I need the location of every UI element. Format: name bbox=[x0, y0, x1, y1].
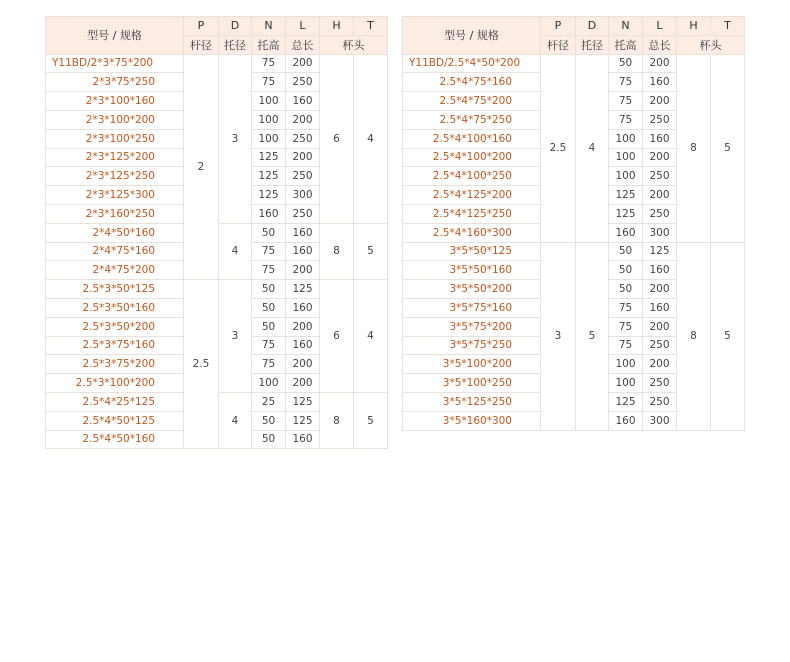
model-spec-cell: 2.5*4*25*125 bbox=[46, 392, 184, 411]
spec-table-right bbox=[402, 16, 745, 431]
model-spec-cell: 3*5*50*125 bbox=[403, 242, 541, 261]
column-letter-n: N bbox=[609, 17, 643, 36]
column-letter-l: L bbox=[286, 17, 320, 36]
model-spec-header: 型号 / 规格 bbox=[46, 17, 184, 55]
tray-height-cell: 100 bbox=[609, 129, 643, 148]
cup-head-h-cell: 6 bbox=[320, 54, 354, 223]
total-length-cell: 160 bbox=[286, 242, 320, 261]
tray-height-cell: 50 bbox=[609, 280, 643, 299]
total-length-cell: 200 bbox=[286, 110, 320, 129]
total-length-cell: 200 bbox=[286, 374, 320, 393]
cup-head-t-cell: 5 bbox=[354, 392, 388, 448]
total-length-cell: 200 bbox=[286, 148, 320, 167]
model-spec-header: 型号 / 规格 bbox=[403, 17, 541, 55]
total-length-cell: 250 bbox=[643, 204, 677, 223]
tray-height-cell: 50 bbox=[252, 430, 286, 449]
cup-head-h-cell: 8 bbox=[320, 392, 354, 448]
model-spec-cell: 2.5*4*50*160 bbox=[46, 430, 184, 449]
tray-height-cell: 100 bbox=[609, 148, 643, 167]
model-spec-cell: 3*5*75*160 bbox=[403, 298, 541, 317]
total-length-cell: 250 bbox=[643, 110, 677, 129]
column-name: 托径 bbox=[219, 35, 252, 54]
model-spec-cell: 2*4*75*160 bbox=[46, 242, 184, 261]
tray-height-cell: 50 bbox=[609, 261, 643, 280]
header-row-letters bbox=[403, 17, 745, 36]
total-length-cell: 200 bbox=[643, 186, 677, 205]
tray-height-cell: 160 bbox=[252, 204, 286, 223]
tray-height-cell: 125 bbox=[252, 186, 286, 205]
model-spec-cell: 2.5*3*50*160 bbox=[46, 298, 184, 317]
tray-height-cell: 50 bbox=[252, 411, 286, 430]
total-length-cell: 160 bbox=[286, 223, 320, 242]
cup-head-h-cell: 8 bbox=[320, 223, 354, 279]
rod-diameter-cell: 2.5 bbox=[184, 280, 219, 449]
rod-diameter-cell: 2 bbox=[184, 54, 219, 280]
tray-height-cell: 75 bbox=[609, 298, 643, 317]
total-length-cell: 160 bbox=[643, 261, 677, 280]
model-spec-cell: 2*3*100*200 bbox=[46, 110, 184, 129]
total-length-cell: 200 bbox=[643, 148, 677, 167]
tray-height-cell: 125 bbox=[609, 204, 643, 223]
table-row bbox=[403, 54, 745, 73]
total-length-cell: 200 bbox=[643, 54, 677, 73]
model-spec-cell: 2.5*4*50*125 bbox=[46, 411, 184, 430]
total-length-cell: 125 bbox=[286, 392, 320, 411]
total-length-cell: 300 bbox=[286, 186, 320, 205]
total-length-cell: 200 bbox=[643, 317, 677, 336]
model-spec-cell: 2.5*4*100*200 bbox=[403, 148, 541, 167]
model-spec-cell: 2.5*4*100*250 bbox=[403, 167, 541, 186]
model-spec-cell: 2.5*4*125*200 bbox=[403, 186, 541, 205]
tray-height-cell: 160 bbox=[609, 411, 643, 430]
total-length-cell: 160 bbox=[643, 73, 677, 92]
total-length-cell: 250 bbox=[643, 167, 677, 186]
cup-head-h-cell: 6 bbox=[320, 280, 354, 393]
total-length-cell: 160 bbox=[286, 92, 320, 111]
total-length-cell: 200 bbox=[643, 355, 677, 374]
total-length-cell: 250 bbox=[643, 392, 677, 411]
table-row bbox=[46, 280, 388, 299]
model-spec-cell: 2.5*4*75*200 bbox=[403, 92, 541, 111]
column-name: 托高 bbox=[252, 35, 286, 54]
tray-diameter-cell: 4 bbox=[219, 223, 252, 279]
tray-height-cell: 125 bbox=[609, 392, 643, 411]
model-spec-cell: 2.5*4*100*160 bbox=[403, 129, 541, 148]
tray-height-cell: 50 bbox=[609, 54, 643, 73]
column-letter-t: T bbox=[711, 17, 745, 36]
tray-diameter-cell: 4 bbox=[576, 54, 609, 242]
tray-height-cell: 75 bbox=[252, 261, 286, 280]
tray-height-cell: 125 bbox=[252, 167, 286, 186]
tray-height-cell: 75 bbox=[252, 355, 286, 374]
total-length-cell: 250 bbox=[286, 129, 320, 148]
model-spec-cell: Y11BD/2*3*75*200 bbox=[46, 54, 184, 73]
model-spec-cell: 2.5*4*125*250 bbox=[403, 204, 541, 223]
cup-head-h-cell: 8 bbox=[677, 242, 711, 430]
tray-height-cell: 25 bbox=[252, 392, 286, 411]
total-length-cell: 200 bbox=[286, 261, 320, 280]
tray-height-cell: 75 bbox=[609, 73, 643, 92]
table-row bbox=[403, 242, 745, 261]
tray-height-cell: 75 bbox=[252, 336, 286, 355]
total-length-cell: 160 bbox=[286, 430, 320, 449]
model-spec-cell: 3*5*75*250 bbox=[403, 336, 541, 355]
model-spec-cell: 3*5*50*160 bbox=[403, 261, 541, 280]
tray-diameter-cell: 3 bbox=[219, 54, 252, 223]
model-spec-cell: 2*3*160*250 bbox=[46, 204, 184, 223]
tray-height-cell: 50 bbox=[252, 223, 286, 242]
model-spec-cell: 2*3*75*250 bbox=[46, 73, 184, 92]
model-spec-cell: 2*3*100*250 bbox=[46, 129, 184, 148]
column-letter-l: L bbox=[643, 17, 677, 36]
tray-height-cell: 50 bbox=[252, 280, 286, 299]
column-letter-p: P bbox=[541, 17, 576, 36]
rod-diameter-cell: 2.5 bbox=[541, 54, 576, 242]
tray-height-cell: 75 bbox=[252, 242, 286, 261]
cup-head-t-cell: 4 bbox=[354, 280, 388, 393]
tray-height-cell: 100 bbox=[252, 92, 286, 111]
column-letter-t: T bbox=[354, 17, 388, 36]
cup-head-t-cell: 4 bbox=[354, 54, 388, 223]
total-length-cell: 250 bbox=[643, 336, 677, 355]
column-letter-h: H bbox=[320, 17, 354, 36]
model-spec-cell: 2*4*75*200 bbox=[46, 261, 184, 280]
cup-head-t-cell: 5 bbox=[711, 242, 745, 430]
cup-head-t-cell: 5 bbox=[711, 54, 745, 242]
model-spec-cell: 2.5*4*75*160 bbox=[403, 73, 541, 92]
total-length-cell: 160 bbox=[286, 336, 320, 355]
column-name: 杯头 bbox=[677, 35, 745, 54]
tray-diameter-cell: 5 bbox=[576, 242, 609, 430]
column-letter-h: H bbox=[677, 17, 711, 36]
tray-height-cell: 75 bbox=[609, 110, 643, 129]
total-length-cell: 250 bbox=[643, 374, 677, 393]
model-spec-cell: 3*5*50*200 bbox=[403, 280, 541, 299]
rod-diameter-cell: 3 bbox=[541, 242, 576, 430]
model-spec-cell: 2.5*4*160*300 bbox=[403, 223, 541, 242]
cup-head-h-cell: 8 bbox=[677, 54, 711, 242]
model-spec-cell: 3*5*100*200 bbox=[403, 355, 541, 374]
tray-height-cell: 100 bbox=[609, 355, 643, 374]
model-spec-cell: 3*5*125*250 bbox=[403, 392, 541, 411]
tray-height-cell: 75 bbox=[252, 54, 286, 73]
tray-height-cell: 50 bbox=[252, 317, 286, 336]
column-name: 总长 bbox=[286, 35, 320, 54]
tray-height-cell: 100 bbox=[609, 167, 643, 186]
model-spec-cell: 2.5*3*75*160 bbox=[46, 336, 184, 355]
tray-height-cell: 160 bbox=[609, 223, 643, 242]
column-letter-d: D bbox=[219, 17, 252, 36]
model-spec-cell: 2.5*3*50*125 bbox=[46, 280, 184, 299]
column-letter-n: N bbox=[252, 17, 286, 36]
model-spec-cell: 2*3*125*300 bbox=[46, 186, 184, 205]
column-name: 总长 bbox=[643, 35, 677, 54]
total-length-cell: 300 bbox=[643, 411, 677, 430]
tray-height-cell: 75 bbox=[609, 317, 643, 336]
model-spec-cell: 3*5*100*250 bbox=[403, 374, 541, 393]
model-spec-cell: Y11BD/2.5*4*50*200 bbox=[403, 54, 541, 73]
total-length-cell: 125 bbox=[286, 280, 320, 299]
tray-height-cell: 75 bbox=[252, 73, 286, 92]
model-spec-cell: 2.5*3*100*200 bbox=[46, 374, 184, 393]
tray-diameter-cell: 3 bbox=[219, 280, 252, 393]
total-length-cell: 200 bbox=[286, 317, 320, 336]
column-name: 杯头 bbox=[320, 35, 388, 54]
tray-height-cell: 125 bbox=[252, 148, 286, 167]
tray-height-cell: 50 bbox=[252, 298, 286, 317]
total-length-cell: 160 bbox=[643, 129, 677, 148]
cup-head-t-cell: 5 bbox=[354, 223, 388, 279]
tray-height-cell: 50 bbox=[609, 242, 643, 261]
model-spec-cell: 2*3*100*160 bbox=[46, 92, 184, 111]
model-spec-cell: 3*5*160*300 bbox=[403, 411, 541, 430]
total-length-cell: 160 bbox=[286, 298, 320, 317]
total-length-cell: 250 bbox=[286, 167, 320, 186]
total-length-cell: 160 bbox=[643, 298, 677, 317]
total-length-cell: 200 bbox=[643, 280, 677, 299]
total-length-cell: 250 bbox=[286, 73, 320, 92]
table-row bbox=[46, 54, 388, 73]
tray-height-cell: 75 bbox=[609, 336, 643, 355]
column-letter-p: P bbox=[184, 17, 219, 36]
tray-height-cell: 100 bbox=[252, 129, 286, 148]
column-name: 托高 bbox=[609, 35, 643, 54]
total-length-cell: 125 bbox=[643, 242, 677, 261]
column-letter-d: D bbox=[576, 17, 609, 36]
total-length-cell: 200 bbox=[286, 355, 320, 374]
column-name: 杆径 bbox=[184, 35, 219, 54]
model-spec-cell: 2*3*125*250 bbox=[46, 167, 184, 186]
column-name: 杆径 bbox=[541, 35, 576, 54]
tray-height-cell: 125 bbox=[609, 186, 643, 205]
model-spec-cell: 2*3*125*200 bbox=[46, 148, 184, 167]
tray-diameter-cell: 4 bbox=[219, 392, 252, 448]
total-length-cell: 200 bbox=[286, 54, 320, 73]
total-length-cell: 300 bbox=[643, 223, 677, 242]
spec-table-left bbox=[45, 16, 388, 449]
tray-height-cell: 100 bbox=[252, 374, 286, 393]
tray-height-cell: 100 bbox=[609, 374, 643, 393]
model-spec-cell: 2*4*50*160 bbox=[46, 223, 184, 242]
tray-height-cell: 100 bbox=[252, 110, 286, 129]
header-row-letters bbox=[46, 17, 388, 36]
tray-height-cell: 75 bbox=[609, 92, 643, 111]
model-spec-cell: 2.5*4*75*250 bbox=[403, 110, 541, 129]
model-spec-cell: 2.5*3*50*200 bbox=[46, 317, 184, 336]
total-length-cell: 250 bbox=[286, 204, 320, 223]
total-length-cell: 200 bbox=[643, 92, 677, 111]
model-spec-cell: 3*5*75*200 bbox=[403, 317, 541, 336]
model-spec-cell: 2.5*3*75*200 bbox=[46, 355, 184, 374]
column-name: 托径 bbox=[576, 35, 609, 54]
total-length-cell: 125 bbox=[286, 411, 320, 430]
